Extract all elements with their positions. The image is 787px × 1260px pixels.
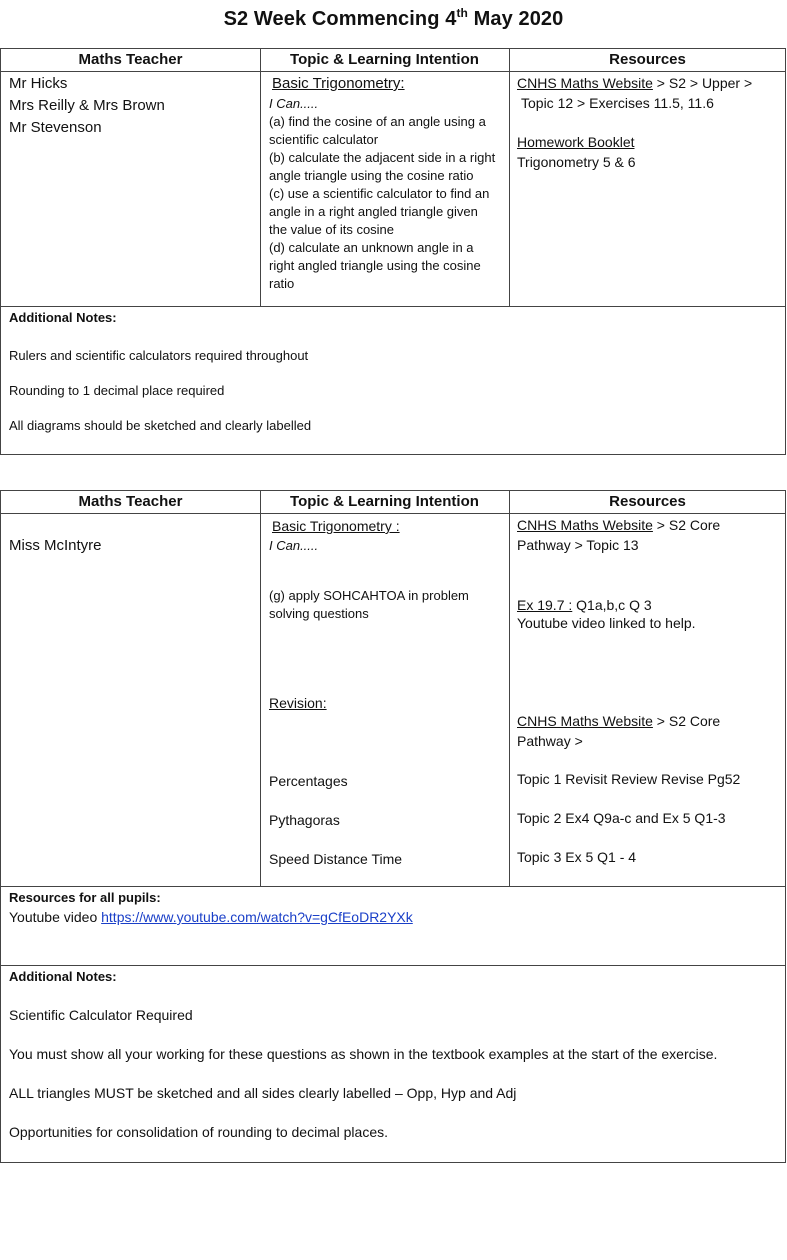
header-resources: Resources	[509, 49, 786, 72]
teacher-list	[9, 73, 165, 139]
notes-title: Additional Notes:	[9, 969, 117, 984]
intention-line: (d) calculate an unknown angle in a	[269, 240, 474, 255]
notes-title: Additional Notes:	[9, 310, 117, 325]
intention-line: solving questions	[269, 606, 369, 621]
resource-path: Topic 12 > Exercises 11.5, 11.6	[521, 95, 714, 111]
i-can-label: I Can.....	[269, 538, 319, 553]
revision-resource: Topic 3 Ex 5 Q1 - 4	[517, 849, 637, 865]
resource-path: Pathway > Topic 13	[517, 537, 639, 553]
intention-line: (g) apply SOHCAHTOA in problem	[269, 588, 469, 603]
resources-cell: CNHS Maths Website > S2 > Upper > Topic 12 > Exercises 11.5, 11.6 Homework Booklet Trigonometry 5 & 6	[517, 73, 783, 172]
revision-resource: Topic 1 Revisit Review Revise Pg52	[517, 771, 741, 787]
header-topic: Topic & Learning Intention	[260, 491, 509, 514]
intention-line: angle in a right angled triangle given	[269, 204, 478, 219]
website-link[interactable]: CNHS Maths Website	[517, 517, 653, 533]
topic-cell	[269, 73, 505, 293]
plan-table-1	[0, 48, 786, 455]
intention-line: the value of its cosine	[269, 222, 395, 237]
website-link[interactable]: CNHS Maths Website	[517, 75, 653, 91]
revision-resource: Topic 2 Ex4 Q9a-c and Ex 5 Q1-3	[517, 810, 726, 826]
homework-booklet: Homework Booklet	[517, 134, 635, 150]
page-title: S2 Week Commencing 4th May 2020	[223, 6, 564, 30]
note-line: All diagrams should be sketched and clearly labelled	[9, 418, 312, 433]
teacher-name: Mr Stevenson	[9, 119, 102, 136]
intention-line: scientific calculator	[269, 132, 379, 147]
intention-line: (a) find the cosine of an angle using a	[269, 114, 486, 129]
youtube-help: Youtube video linked to help.	[517, 615, 696, 631]
exercise-line: Ex 19.7 : Q1a,b,c Q 3	[517, 597, 652, 613]
all-resources-title: Resources for all pupils:	[9, 890, 161, 905]
i-can-label: I Can.....	[269, 96, 319, 111]
note-line: Opportunities for consolidation of rounding to decimal places.	[9, 1124, 388, 1140]
topic-title: Basic Trigonometry :	[272, 518, 400, 534]
revision-title: Revision:	[269, 695, 327, 711]
header-resources: Resources	[509, 491, 786, 514]
plan-table-2	[0, 490, 786, 1163]
revision-item: Speed Distance Time	[269, 851, 403, 867]
header-teacher: Maths Teacher	[1, 49, 260, 72]
website-link[interactable]: CNHS Maths Website	[517, 713, 653, 729]
note-line: Rounding to 1 decimal place required	[9, 383, 225, 398]
revision-item: Percentages	[269, 773, 348, 789]
note-line: Rulers and scientific calculators required throughout	[9, 348, 309, 363]
note-line: Scientific Calculator Required	[9, 1007, 193, 1023]
intention-line: (b) calculate the adjacent side in a right	[269, 150, 496, 165]
header-teacher: Maths Teacher	[1, 491, 260, 514]
note-line: ALL triangles MUST be sketched and all sides clearly labelled – Opp, Hyp and Adj	[9, 1085, 517, 1101]
topic-cell	[269, 515, 505, 555]
resource-path: Pathway >	[517, 733, 583, 749]
all-resources-line: Youtube video https://www.youtube.com/watch?v=gCfEoDR2YXk	[9, 909, 413, 925]
intention-line: angle triangle using the cosine ratio	[269, 168, 474, 183]
header-topic: Topic & Learning Intention	[260, 49, 509, 72]
intention-line: ratio	[269, 276, 295, 291]
revision-item: Pythagoras	[269, 812, 340, 828]
note-line: You must show all your working for these questions as shown in the textbook examples at the start of the exercise.	[9, 1046, 718, 1062]
intention-line: right angled triangle using the cosine	[269, 258, 481, 273]
teacher-name: Mr Hicks	[9, 75, 68, 92]
teacher-name: Mrs Reilly & Mrs Brown	[9, 97, 165, 114]
intention-line: (c) use a scientific calculator to find an	[269, 186, 490, 201]
teacher-name: Miss McIntyre	[9, 537, 102, 554]
resources-revision: CNHS Maths Website > S2 Core Pathway >	[517, 713, 721, 749]
booklet-detail: Trigonometry 5 & 6	[517, 154, 636, 170]
resources-cell: CNHS Maths Website > S2 Core Pathway > Topic 13	[517, 515, 783, 555]
youtube-link[interactable]: https://www.youtube.com/watch?v=gCfEoDR2YXk	[101, 909, 413, 925]
topic-title: Basic Trigonometry:	[272, 75, 405, 92]
